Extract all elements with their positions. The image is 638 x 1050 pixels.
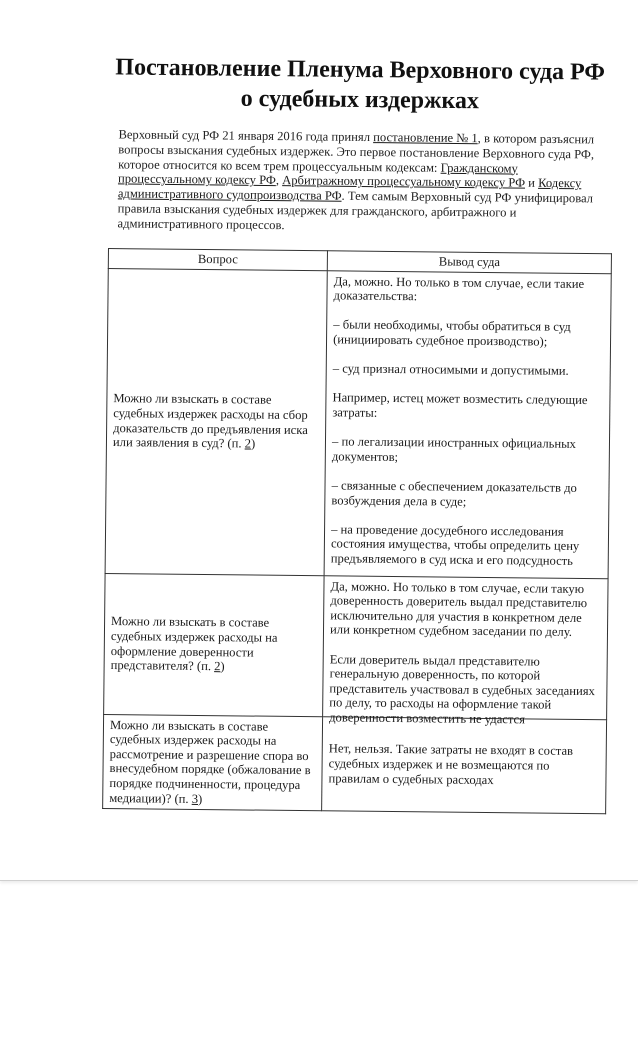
header-answer: Вывод суда xyxy=(327,251,611,274)
paragraph-ref-link[interactable]: 2 xyxy=(244,436,252,451)
question-cell xyxy=(104,573,325,716)
answer-line: Да, можно. Но только в том случае, если такую доверенность доверитель выдал представителю исключительно для участия в конкретном деле или конкретном судебном заседании по делу. xyxy=(330,578,588,640)
paragraph-ref-link[interactable]: 3 xyxy=(191,791,199,806)
document-title: Постановление Пленума Верховного суда РФ о судебных издержках xyxy=(115,54,606,115)
intro-text-4: и xyxy=(525,176,539,191)
answer-line: Да, можно. Но только в том случае, если такие доказательства: xyxy=(333,273,585,304)
answer-cell xyxy=(323,575,608,727)
header-question: Вопрос xyxy=(108,249,327,271)
answer-line: Нет, нельзя. Такие затраты не входят в состав судебных издержек и не возмещаются по правилам о судебных расходах xyxy=(328,741,574,787)
intro-text-1: Верховный суд РФ 21 января 2016 года принял xyxy=(118,127,374,145)
intro-paragraph xyxy=(117,127,610,236)
answer-line: – были необходимы, чтобы обратиться в суд (инициировать судебное производство); xyxy=(333,317,571,349)
answer-content xyxy=(329,578,601,727)
answer-cell xyxy=(324,270,611,578)
intro-text-3: , xyxy=(275,173,283,188)
question-close: ) xyxy=(220,659,225,674)
table-row xyxy=(104,573,608,719)
answer-line: Если доверитель выдал представителю генеральную доверенность, по которой представитель участвовал в судебных заседаниях по делу, то расходы на оформление такой доверенности возместить не удастся xyxy=(329,651,595,727)
answer-line: – по легализации иностранных официальных документов; xyxy=(331,434,576,464)
resolution-link[interactable]: постановление № 1 xyxy=(373,130,478,146)
question-close: ) xyxy=(197,791,203,806)
answer-line: – суд признал относимыми и допустимыми. xyxy=(332,361,569,378)
question-text: Можно ли взыскать в составе судебных издержек расходы на оформление доверенности представителя? (п. xyxy=(110,614,278,674)
civil-code-link[interactable]: Гражданскому процессуальному кодексу РФ xyxy=(117,160,518,188)
admin-code-link[interactable]: Кодексу административного судопроизводства РФ xyxy=(117,176,582,203)
answer-line: – на проведение досудебного исследования состояния имущества, чтобы определить цену предъявляемого в суд иска и его подсудность xyxy=(330,522,580,568)
summary-table xyxy=(102,248,612,814)
answer-line: Например, истец может возместить следующие затраты: xyxy=(332,390,588,420)
answer-line: – связанные с обеспечением доказательств до возбуждения дела в суде; xyxy=(331,478,577,509)
intro-text-5: . Тем самым Верховный суд РФ унифицировал правила взыскания судебных издержек для гражданского, арбитражного и административного процессов. xyxy=(117,188,594,232)
answer-content xyxy=(331,274,605,575)
question-close: ) xyxy=(250,436,256,451)
table-row xyxy=(105,268,611,578)
intro-text-2: , в котором разъяснил вопросы взыскания судебных издержек. Это первое постановление Верховного суда РФ, которое относится ко всем трем процессуальным кодексам: xyxy=(118,131,595,175)
table-row xyxy=(103,714,607,814)
question-cell xyxy=(105,268,327,575)
question-cell xyxy=(103,714,323,811)
question-text: Можно ли взыскать в составе судебных издержек расходы на рассмотрение и разрешение спора во внесудебном порядке (обжалование в порядке подчиненности, процедура медиации)? (п. xyxy=(109,717,311,806)
arbitration-code-link[interactable]: Арбитражному процессуальному кодексу РФ xyxy=(282,173,526,191)
answer-cell xyxy=(322,716,607,814)
question-text: Можно ли взыскать в составе судебных издержек расходы на сбор доказательств до предъявления иска или заявления в суд? (п. xyxy=(112,391,308,451)
paragraph-ref-link[interactable]: 2 xyxy=(214,659,221,674)
